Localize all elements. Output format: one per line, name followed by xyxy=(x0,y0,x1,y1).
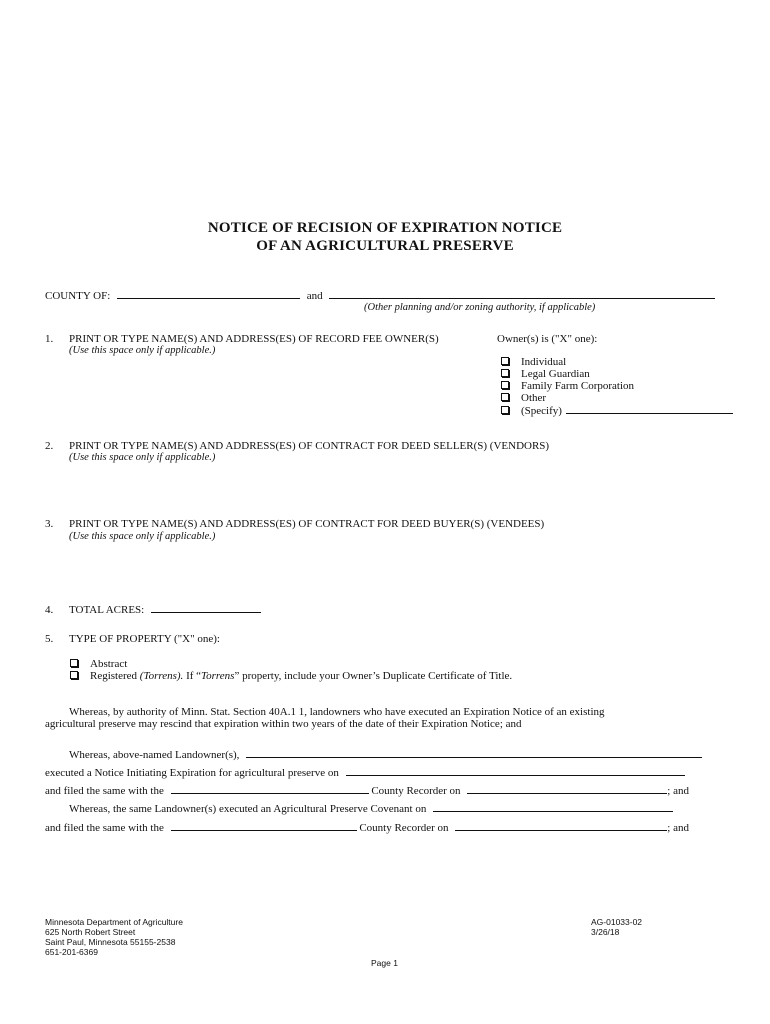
item2-heading xyxy=(45,440,549,452)
checkbox[interactable] xyxy=(70,659,78,667)
item1-number: 1. xyxy=(45,333,54,345)
option-label-torrens: (Torrens). xyxy=(139,670,184,682)
whereas-p4-c: ; and xyxy=(667,785,689,797)
checkbox[interactable] xyxy=(501,393,509,401)
covenant-date-field[interactable] xyxy=(433,802,673,812)
form-title-line2: OF AN AGRICULTURAL PRESERVE xyxy=(256,238,514,254)
county1-field[interactable] xyxy=(171,784,369,794)
option-label: Abstract xyxy=(90,658,128,670)
item4-number: 4. xyxy=(45,604,54,616)
footer-city: Saint Paul, Minnesota 55155-2538 xyxy=(45,937,176,947)
county2-field[interactable] xyxy=(171,821,357,831)
county-row xyxy=(45,289,715,302)
other-authority-field[interactable] xyxy=(329,289,715,299)
item3-heading xyxy=(45,518,544,530)
owner-option-other[interactable] xyxy=(501,392,546,404)
item1-heading xyxy=(45,333,439,345)
checkbox[interactable] xyxy=(501,357,509,365)
item4-text: TOTAL ACRES: xyxy=(69,604,145,616)
whereas-p6-c: ; and xyxy=(667,822,689,834)
item3-note: (Use this space only if applicable.) xyxy=(69,531,216,542)
landowners-field[interactable] xyxy=(246,748,702,758)
whereas-p5-text: Whereas, the same Landowner(s) executed an Agricultural Preserve Covenant on xyxy=(69,803,427,815)
property-option-abstract[interactable] xyxy=(70,658,127,670)
page-number: Page 1 xyxy=(371,958,398,968)
owner-type-label: Owner(s) is ("X" one): xyxy=(497,333,598,345)
whereas-p2-row xyxy=(69,748,702,761)
county-and: and xyxy=(306,290,323,302)
footer-form-info xyxy=(591,917,642,937)
county-note: (Other planning and/or zoning authority, if applicable) xyxy=(364,302,596,313)
county-field[interactable] xyxy=(117,289,300,299)
county-label: COUNTY OF: xyxy=(45,290,111,302)
option-label: Family Farm Corporation xyxy=(521,380,635,392)
whereas-p4-a: and filed the same with the xyxy=(45,785,164,797)
whereas-p3-text: executed a Notice Initiating Expiration for agricultural preserve on xyxy=(45,767,339,779)
item4-heading xyxy=(45,603,261,616)
option-label-if: If “ xyxy=(183,670,202,682)
whereas-p3-row xyxy=(45,766,685,779)
whereas-p1-line2: agricultural preserve may rescind that expiration within two years of the date of their Expiration Notice; and xyxy=(45,718,522,730)
item2-note: (Use this space only if applicable.) xyxy=(69,452,216,463)
option-label: Individual xyxy=(521,356,567,368)
item3-text: PRINT OR TYPE NAME(S) AND ADDRESS(ES) OF CONTRACT FOR DEED BUYER(S) (VENDEES) xyxy=(69,518,545,530)
whereas-p6-row xyxy=(45,821,689,834)
option-label-torrens2: Torrens xyxy=(201,670,235,682)
whereas-p4-row xyxy=(45,784,689,797)
whereas-p4-b: County Recorder on xyxy=(371,785,461,797)
whereas-p6-a: and filed the same with the xyxy=(45,822,164,834)
owner-option-specify[interactable] xyxy=(501,404,733,417)
option-label: (Specify) xyxy=(521,405,562,417)
recorded-date2-field[interactable] xyxy=(455,821,667,831)
item3-number: 3. xyxy=(45,518,54,530)
option-label-rest: ” property, include your Owner’s Duplicate Certificate of Title. xyxy=(234,670,513,682)
footer-form-number: AG-01033-02 xyxy=(591,917,643,927)
footer-phone: 651-201-6369 xyxy=(45,947,98,957)
whereas-p5-row xyxy=(69,802,673,815)
whereas-p1-line1: Whereas, by authority of Minn. Stat. Section 40A.1 1, landowners who have executed an Expiration Notice of an existing xyxy=(69,706,605,718)
checkbox[interactable] xyxy=(501,381,509,389)
item1-note: (Use this space only if applicable.) xyxy=(69,345,216,356)
whereas-p6-b: County Recorder on xyxy=(359,822,449,834)
recorded-date1-field[interactable] xyxy=(467,784,667,794)
whereas-p2-text: Whereas, above-named Landowner(s), xyxy=(69,749,240,761)
form-title-line1: NOTICE OF RECISION OF EXPIRATION NOTICE xyxy=(207,220,563,236)
item5-number: 5. xyxy=(45,633,54,645)
owner-option-individual[interactable] xyxy=(501,356,566,368)
item1-text: PRINT OR TYPE NAME(S) AND ADDRESS(ES) OF RECORD FEE OWNER(S) xyxy=(69,333,439,345)
footer-date: 3/26/18 xyxy=(591,927,620,937)
checkbox[interactable] xyxy=(501,406,509,414)
item5-text: TYPE OF PROPERTY ("X" one): xyxy=(69,633,220,645)
property-option-registered[interactable] xyxy=(70,670,512,682)
option-label: Legal Guardian xyxy=(521,368,590,380)
total-acres-field[interactable] xyxy=(151,603,261,613)
option-label: Registered xyxy=(90,670,138,682)
item2-text: PRINT OR TYPE NAME(S) AND ADDRESS(ES) OF CONTRACT FOR DEED SELLER(S) (VENDORS) xyxy=(69,440,550,452)
checkbox[interactable] xyxy=(70,671,78,679)
checkbox[interactable] xyxy=(501,369,509,377)
footer-street: 625 North Robert Street xyxy=(45,927,136,937)
expiration-date-field[interactable] xyxy=(346,766,685,776)
item5-heading xyxy=(45,633,220,645)
option-label: Other xyxy=(521,392,547,404)
footer-address xyxy=(45,917,183,957)
owner-option-legal-guardian[interactable] xyxy=(501,368,590,380)
item2-number: 2. xyxy=(45,440,54,452)
specify-field[interactable] xyxy=(566,404,733,414)
footer-org: Minnesota Department of Agriculture xyxy=(45,917,183,927)
owner-option-family-farm[interactable] xyxy=(501,380,634,392)
